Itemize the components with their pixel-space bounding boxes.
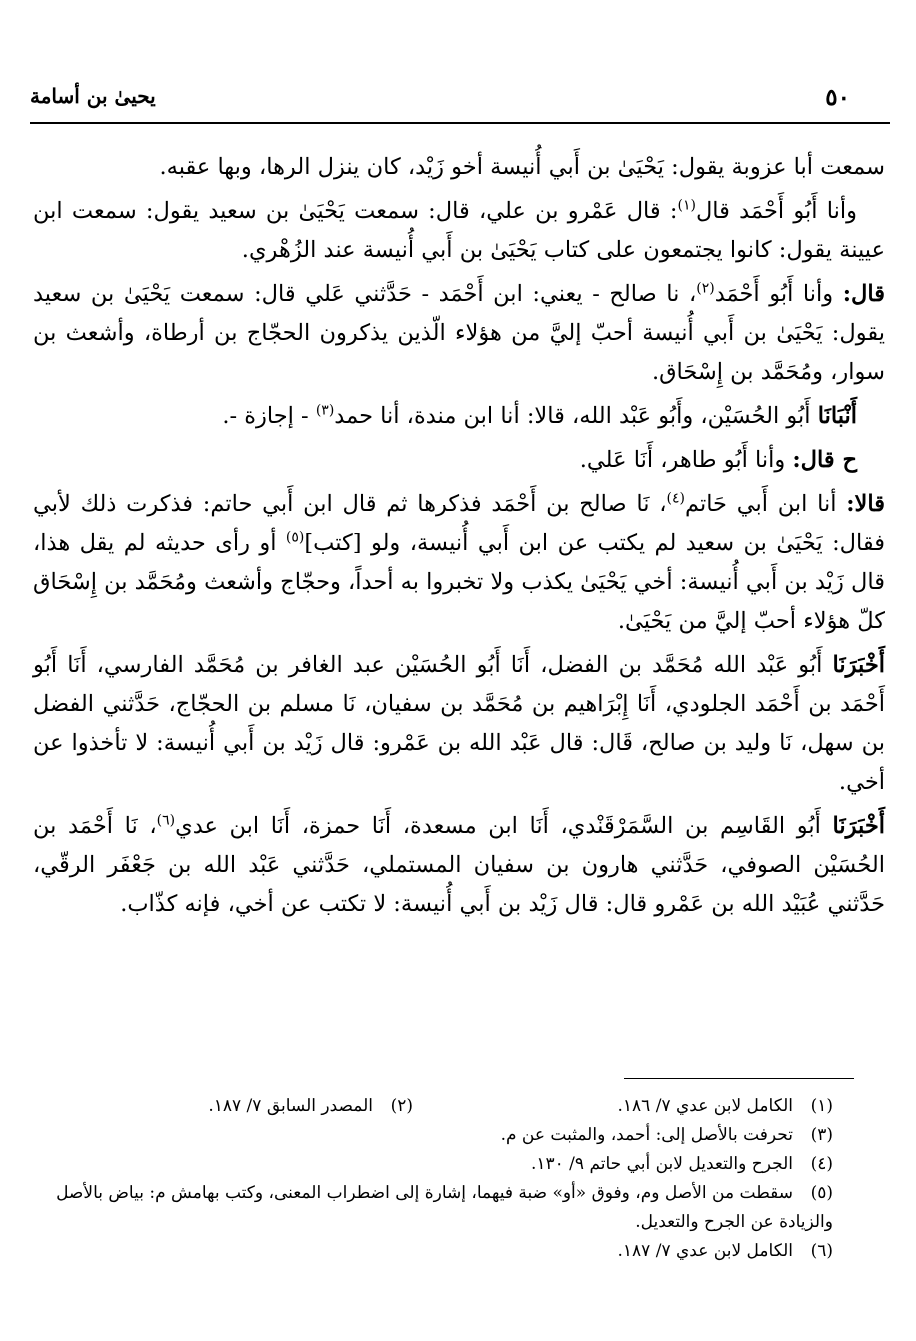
- paragraph-text: ، نا صالح - يعني: ابن أَحْمَد - حَدَّثني عَلي قال: سمعت يَحْيَىٰ بن سعيد يقول: يَحْيَىٰ بن أَبي أُنيسة أحبّ إليَّ من هؤلاء الّذين يذكرون الحجّاج بن أرطاة، وأشعث بن سوار، ومُحَمَّد بن إِسْحَاق.: [33, 281, 885, 385]
- main-text: [33, 148, 885, 929]
- footnote-text: الكامل لابن عدي ٧/ ١٨٧.: [617, 1241, 793, 1261]
- paragraph-text: أَبُو الحُسَيْن، وأَبُو عَبْد الله، قالا: أنا ابن مندة، أنا حمد: [334, 403, 818, 429]
- running-title: يحيىٰ بن أسامة: [30, 84, 156, 108]
- paragraph-text: أنا ابن أَبي حَاتم: [684, 491, 847, 517]
- footnote-rule: [624, 1078, 854, 1079]
- paragraph-text: وأنا أَبُو أَحْمَد قال: [695, 198, 857, 224]
- footnote-number: (٥): [810, 1183, 833, 1203]
- footnote-3: [33, 1121, 833, 1150]
- paragraph-4: [33, 397, 885, 436]
- footnotes: [33, 1092, 833, 1266]
- lead-word: أَخْبَرَنَا: [832, 652, 885, 678]
- footnote-5: [33, 1179, 833, 1237]
- footnote-ref: (٦): [156, 812, 176, 829]
- paragraph-8: [33, 807, 885, 924]
- paragraph-text: أَبُو عَبْد الله مُحَمَّد بن الفضل، أَنَا أَبُو الحُسَيْن عبد الغافر بن مُحَمَّد الفارسي، أَنَا أَبُو أَحْمَد بن أَحْمَد الجلودي، أَنَا إِبْرَاهيم بن مُحَمَّد بن سفيان، نَا مسلم بن الحجّاج، حَدَّثني الفضل بن سهل، نَا وليد بن صالح، قَال: قال عَبْد الله بن عَمْرو: قال زَيْد بن أَبي أُنيسة: لا تأخذوا عن أخي.: [33, 652, 885, 795]
- header-rule: [30, 122, 890, 124]
- footnote-number: (١): [810, 1096, 833, 1116]
- footnote-text: تحرفت بالأصل إلى: أحمد، والمثبت عن م.: [500, 1125, 793, 1145]
- footnote-text: الكامل لابن عدي ٧/ ١٨٦.: [617, 1096, 793, 1116]
- paragraph-text: : قال عَمْرو بن علي، قال: سمعت يَحْيَىٰ بن سعيد يقول: سمعت ابن عيينة يقول: كانوا يجتمعون على كتاب يَحْيَىٰ بن أَبي أُنيسة عند الزُهْري.: [33, 198, 885, 263]
- page-header: [30, 84, 850, 114]
- footnote-ref: (٤): [666, 490, 685, 507]
- lead-word: أَخْبَرَنَا: [832, 813, 885, 839]
- footnote-1: [413, 1092, 833, 1121]
- paragraph-1: [33, 148, 885, 187]
- footnote-ref: (٥): [285, 529, 305, 546]
- lead-word: قالا:: [846, 491, 885, 517]
- paragraph-text: ، نَا صالح بن أَحْمَد فذكرها ثم قال ابن أَبي حاتم: فذكرت ذلك لأبي فقال: يَحْيَىٰ بن سعيد لم يكتب عن ابن أَبي أُنيسة، ولو [كتب]: [33, 491, 885, 556]
- footnote-text: المصدر السابق ٧/ ١٨٧.: [208, 1096, 373, 1116]
- paragraph-text: وأنا أَبُو أَحْمَد: [714, 281, 843, 307]
- footnote-number: (٢): [390, 1096, 413, 1116]
- footnote-ref: (١): [677, 197, 696, 214]
- paragraph-6: [33, 485, 885, 641]
- footnote-number: (٣): [810, 1125, 833, 1145]
- paragraph-text: - إجازة -.: [222, 403, 316, 429]
- paragraph-3: [33, 275, 885, 392]
- footnote-text: الجرح والتعديل لابن أبي حاتم ٩/ ١٣٠.: [530, 1154, 793, 1174]
- footnote-4: [33, 1150, 833, 1179]
- footnote-text: سقطت من الأصل وم، وفوق «أو» ضبة فيهما، إشارة إلى اضطراب المعنى، وكتب بهامش م: بياض بالأصل والزيادة عن الجرح والتعديل.: [56, 1183, 833, 1232]
- footnote-number: (٤): [810, 1154, 833, 1174]
- paragraph-text: سمعت أبا عزوبة يقول: يَحْيَىٰ بن أَبي أُنيسة أخو زَيْد، كان ينزل الرها، وبها عقبه.: [159, 154, 885, 180]
- footnote-row: [33, 1092, 833, 1121]
- paragraph-text: أَبُو القَاسِم بن السَّمَرْقَنْدي، أَنَا ابن مسعدة، أَنَا حمزة، أَنَا ابن عدي: [175, 813, 833, 839]
- footnote-2: [208, 1092, 413, 1121]
- footnote-ref: (٢): [696, 280, 715, 297]
- lead-word: ح قال:: [792, 447, 857, 473]
- footnote-ref: (٣): [315, 402, 335, 419]
- lead-word: أَنْبَانَا: [817, 403, 857, 429]
- page-number: ٥٠: [825, 84, 850, 111]
- paragraph-5: [33, 441, 885, 480]
- paragraph-7: [33, 646, 885, 802]
- lead-word: قال:: [842, 281, 885, 307]
- paragraph-text: أو رأى حديثه لم يقل هذا، قال زَيْد بن أَبي أُنيسة: أخي يَحْيَىٰ يكذب ولا تخبروا به أحداً، وحجّاج وأشعث ومُحَمَّد بن إِسْحَاق كلّ هؤلاء أحبّ إليَّ من يَحْيَىٰ.: [33, 530, 885, 634]
- footnote-number: (٦): [810, 1241, 833, 1261]
- footnote-6: [33, 1237, 833, 1266]
- paragraph-text: وأنا أَبُو طاهر، أَنَا عَلي.: [579, 447, 793, 473]
- paragraph-2: [33, 192, 885, 270]
- paragraph-text: ، نَا أَحْمَد بن الحُسَيْن الصوفي، حَدَّثني هارون بن سفيان المستملي، حَدَّثني عَبْد الله بن جَعْفَر الرقّي، حَدَّثني عُبَيْد الله بن عَمْرو قال: قال زَيْد بن أَبي أُنيسة: لا تكتب عن أخي، فإنه كذّاب.: [33, 813, 885, 917]
